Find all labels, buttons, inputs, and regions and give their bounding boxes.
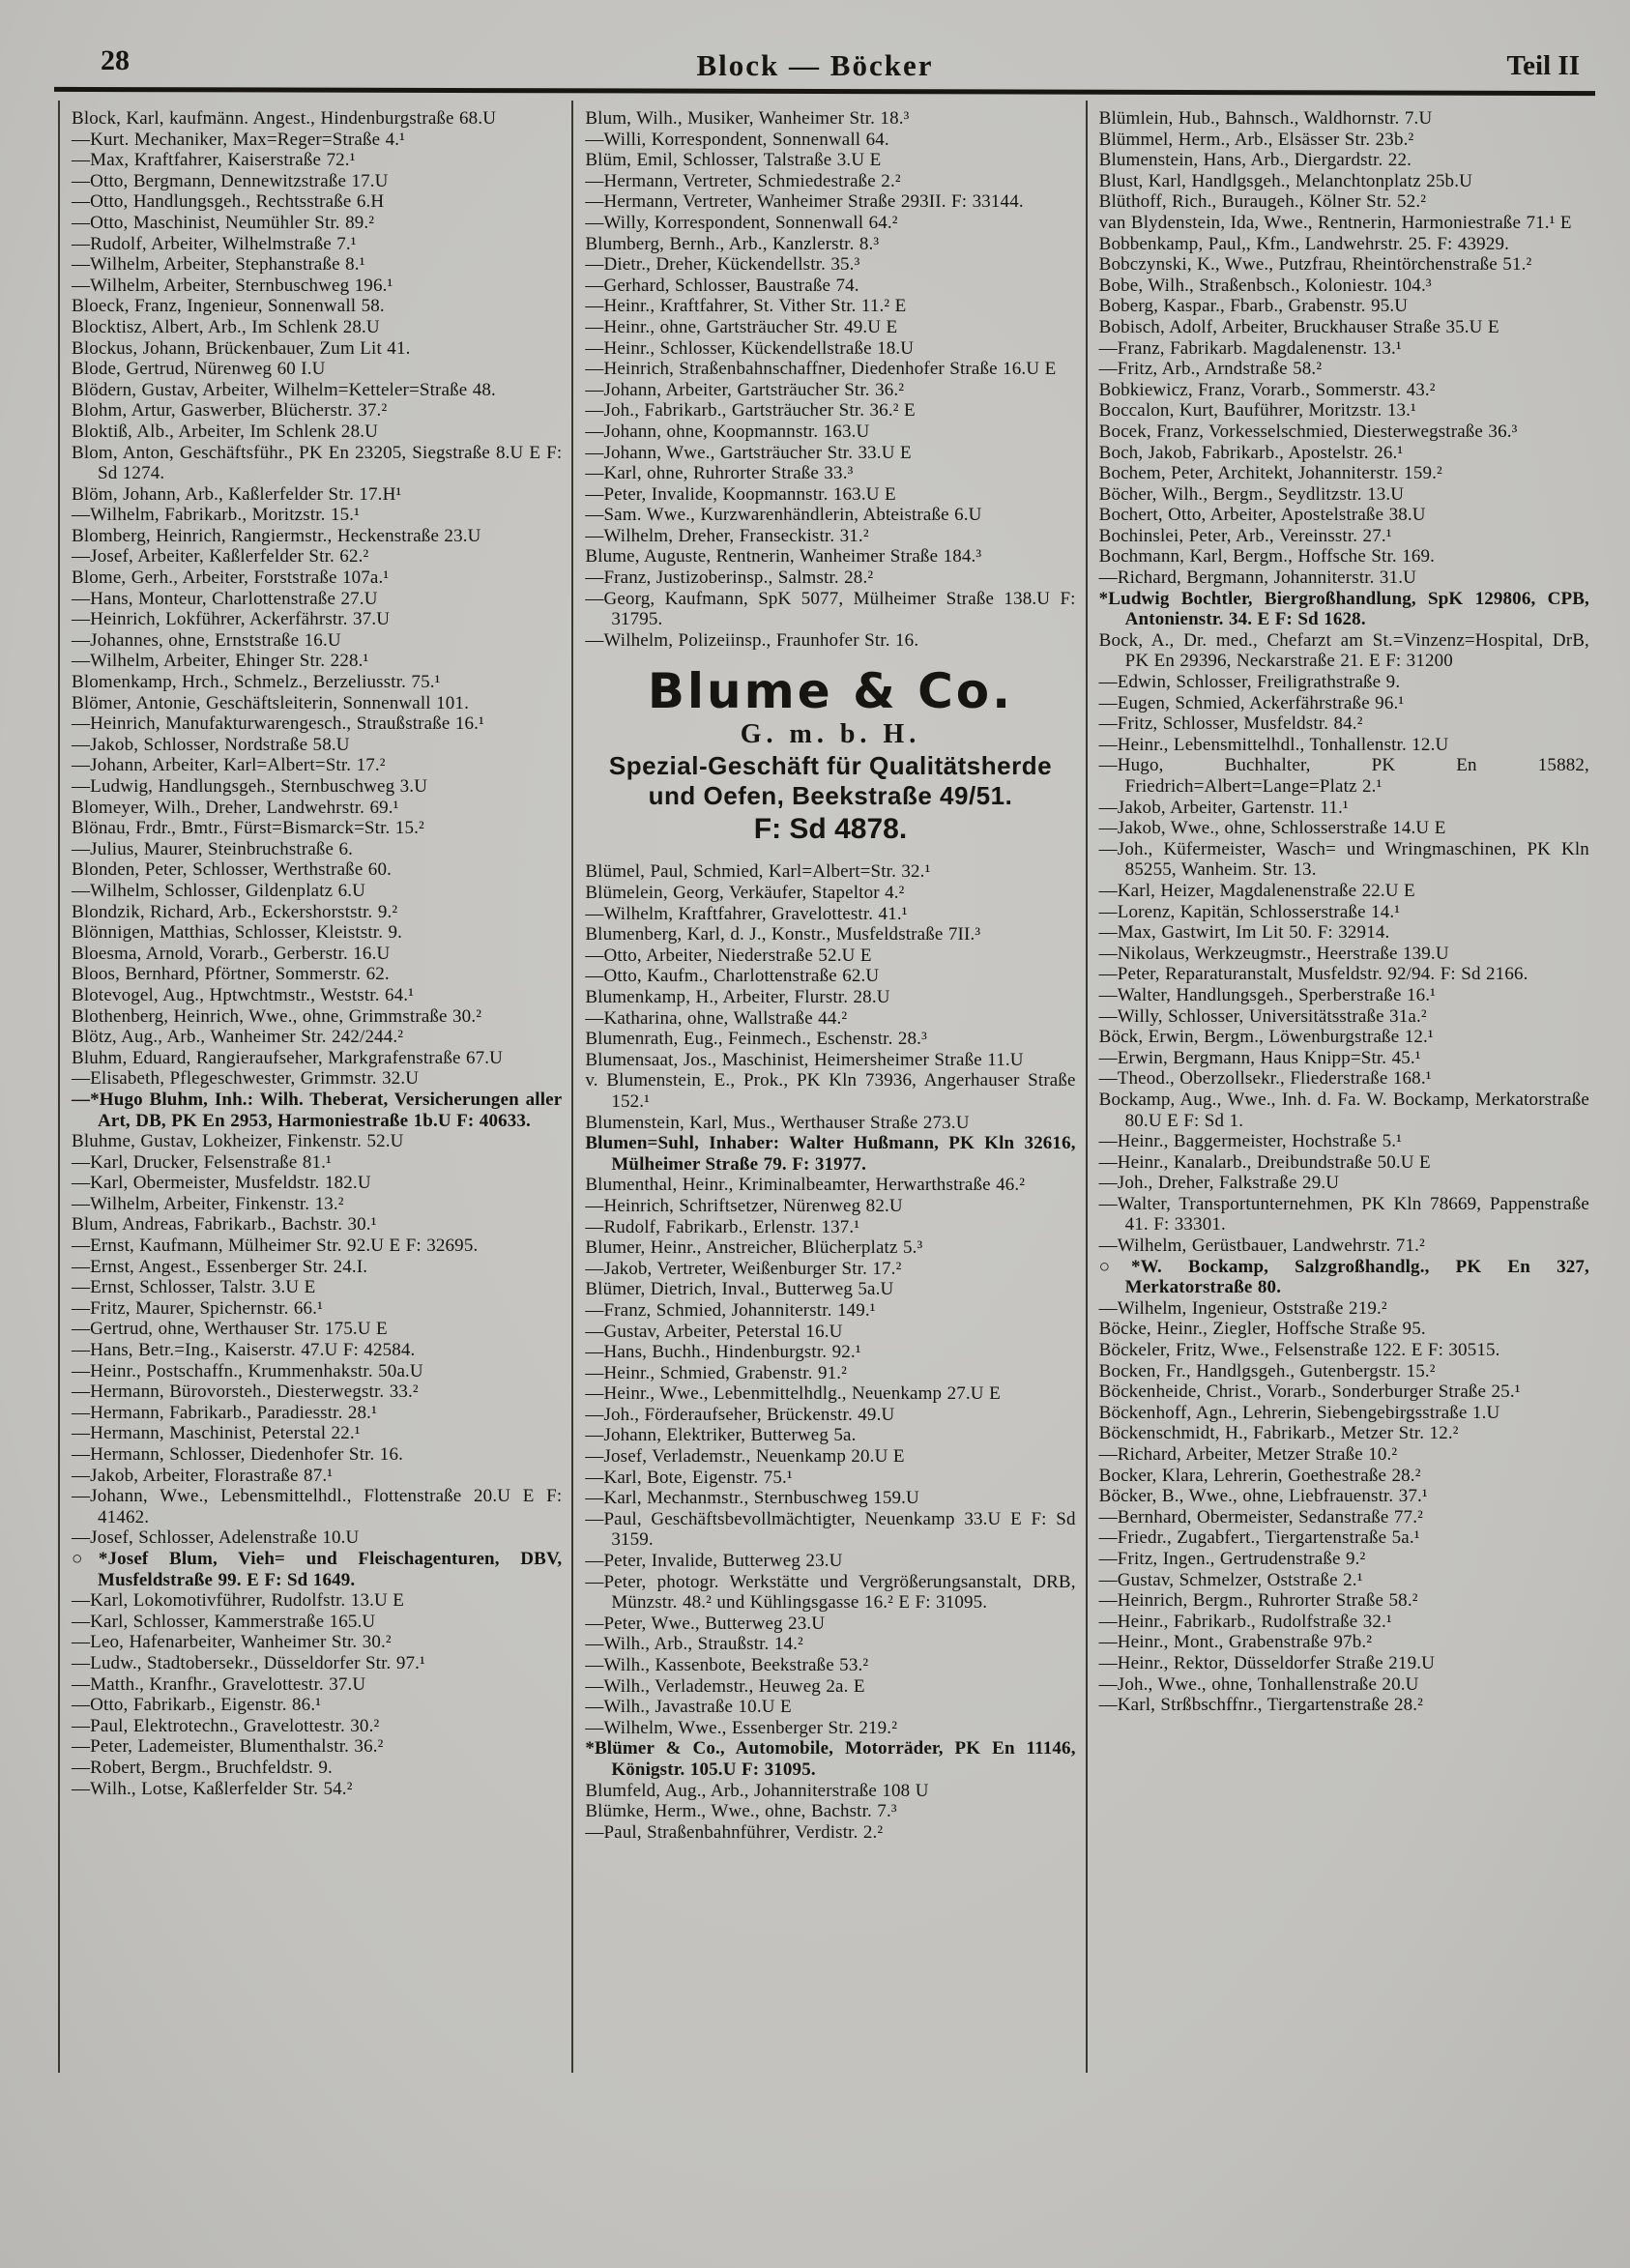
directory-entry: Blockus, Johann, Brückenbauer, Zum Lit 41. xyxy=(72,337,411,359)
directory-entry: ○*W. Bockamp, Salzgroßhandlg., PK En 327, Merkatorstraße 80. xyxy=(1098,1256,1589,1298)
directory-entry: —Fritz, Maurer, Spichernstr. 66.¹ xyxy=(72,1297,323,1319)
directory-entry: —Karl, Drucker, Felsenstraße 81.¹ xyxy=(72,1151,332,1173)
directory-entry: —Wilhelm, Polizeiinsp., Fraunhofer Str. 16. xyxy=(585,629,919,651)
page-title: Block — Böcker xyxy=(696,48,934,82)
directory-entry: —Georg, Kaufmann, SpK 5077, Mülheimer Straße 138.U F: 31795. xyxy=(585,588,1076,630)
directory-entry: —Hans, Monteur, Charlottenstraße 27.U xyxy=(72,588,378,609)
directory-entry: —Heinr., Postschaffn., Krummenhakstr. 50a.U xyxy=(72,1360,423,1381)
directory-entry: Blomenkamp, Hrch., Schmelz., Berzeliusstr. 75.¹ xyxy=(72,672,441,693)
directory-entry: —Katharina, ohne, Wallstraße 44.² xyxy=(585,1007,848,1029)
directory-entry: Bocken, Fr., Handlgsgeh., Gutenbergstr. 15.² xyxy=(1098,1360,1436,1381)
directory-entry: Bloos, Bernhard, Pförtner, Sommerstr. 62. xyxy=(72,964,390,985)
directory-entry: —Willy, Korrespondent, Sonnenwall 64.² xyxy=(585,212,898,233)
directory-entry: —Hermann, Vertreter, Schmiedestraße 2.² xyxy=(585,170,901,191)
directory-entry: —Peter, Lademeister, Blumenthalstr. 36.² xyxy=(72,1736,384,1758)
directory-entry: Boberg, Kaspar., Fbarb., Grabenstr. 95.U xyxy=(1098,296,1409,317)
part-label: Teil II xyxy=(1506,50,1580,81)
directory-entry: —Joh., Küfermeister, Wasch= und Wringmaschinen, PK Kln 85255, Wanheim. Str. 13. xyxy=(1098,838,1589,881)
directory-entry: —Karl, Lokomotivführer, Rudolfstr. 13.U E xyxy=(72,1590,405,1612)
ad-company-name: Blume & Co. xyxy=(647,663,1014,720)
directory-entry: —Johann, Arbeiter, Gartsträucher Str. 36.² xyxy=(585,379,905,400)
directory-entry: —Wilh., Kassenbote, Beekstraße 53.² xyxy=(585,1655,869,1675)
directory-entry: —Wilhelm, Dreher, Franseckistr. 31.² xyxy=(585,525,869,546)
directory-entry: —Ernst, Angest., Essenberger Str. 24.I. xyxy=(72,1256,368,1277)
directory-entry: —Kurt. Mechaniker, Max=Reger=Straße 4.¹ xyxy=(72,129,406,150)
directory-entry: —Heinrich, Bergm., Ruhrorter Straße 58.² xyxy=(1098,1590,1418,1612)
directory-entry: Bockamp, Aug., Wwe., Inh. d. Fa. W. Bockamp, Merkatorstraße 80.U E F: Sd 1. xyxy=(1098,1089,1589,1131)
directory-entry: —Wilhelm, Gerüstbauer, Landwehrstr. 71.² xyxy=(1098,1236,1425,1257)
directory-entry: —Max, Gastwirt, Im Lit 50. F: 32914. xyxy=(1098,922,1390,944)
directory-entry: —Gerhard, Schlosser, Baustraße 74. xyxy=(585,275,859,296)
directory-entry: —Heinr., Baggermeister, Hochstraße 5.¹ xyxy=(1098,1131,1403,1152)
directory-entry: Blümke, Herm., Wwe., ohne, Bachstr. 7.³ xyxy=(585,1801,897,1822)
directory-entry: —Heinr., Kraftfahrer, St. Vither Str. 11.² E xyxy=(585,296,907,317)
directory-entry: —Heinr., Mont., Grabenstraße 97b.² xyxy=(1098,1632,1373,1653)
directory-entry: Bocker, Klara, Lehrerin, Goethestraße 28.² xyxy=(1098,1465,1421,1486)
directory-entry: Bluhme, Gustav, Lokheizer, Finkenstr. 52.U xyxy=(72,1131,404,1152)
directory-entry: —Karl, Strßbschffnr., Tiergartenstraße 28.² xyxy=(1098,1695,1424,1716)
directory-entry: —Gustav, Schmelzer, Oststraße 2.¹ xyxy=(1098,1569,1363,1590)
directory-entry: —Karl, Mechanmstr., Sternbuschweg 159.U xyxy=(585,1488,919,1509)
directory-entry: —Otto, Bergmann, Dennewitzstraße 17.U xyxy=(72,170,389,191)
directory-entry: —Heinr., Lebensmittelhdl., Tonhallenstr. 12.U xyxy=(1098,734,1449,755)
directory-entry: —Heinr., Rektor, Düsseldorfer Straße 219.U xyxy=(1098,1652,1435,1673)
directory-entry: Blumenstein, Karl, Mus., Werthauser Straße 273.U xyxy=(585,1112,970,1133)
directory-entry: —Josef, Arbeiter, Kaßlerfelder Str. 62.² xyxy=(72,546,369,567)
directory-entry: Blümel, Paul, Schmied, Karl=Albert=Str. 32.¹ xyxy=(585,861,931,883)
directory-entry: Boccalon, Kurt, Bauführer, Moritzstr. 13.¹ xyxy=(1098,400,1416,422)
directory-entry: —Wilhelm, Schlosser, Gildenplatz 6.U xyxy=(72,880,366,901)
directory-entry: Blome, Gerh., Arbeiter, Forststraße 107a.¹ xyxy=(72,567,390,589)
directory-entry: —Rudolf, Fabrikarb., Erlenstr. 137.¹ xyxy=(585,1216,860,1237)
directory-entry: —Wilhelm, Arbeiter, Sternbuschweg 196.¹ xyxy=(72,275,393,296)
directory-entry: v. Blumenstein, E., Prok., PK Kln 73936, Angerhauser Straße 152.¹ xyxy=(585,1070,1076,1112)
directory-entry: —Wilhelm, Kraftfahrer, Gravelottestr. 41.¹ xyxy=(585,903,908,924)
directory-entry: Blocktisz, Albert, Arb., Im Schlenk 28.U xyxy=(72,316,380,337)
directory-entry: —Johannes, ohne, Ernststraße 16.U xyxy=(72,629,341,651)
directory-entry: Blumenkamp, H., Arbeiter, Flurstr. 28.U xyxy=(585,987,890,1007)
directory-entry: —Peter, Invalide, Koopmannstr. 163.U E xyxy=(585,483,896,505)
directory-entry: Blümer, Dietrich, Inval., Butterweg 5a.U xyxy=(585,1279,894,1300)
directory-entry: —Heinr., ohne, Gartsträucher Str. 49.U E xyxy=(585,316,898,337)
directory-entry: —Heinrich, Manufakturwarengesch., Straußstraße 16.¹ xyxy=(72,713,484,735)
directory-entry: —Bernhard, Obermeister, Sedanstraße 77.² xyxy=(1098,1506,1423,1527)
directory-entry: —Jakob, Schlosser, Nordstraße 58.U xyxy=(72,734,350,755)
directory-entry: Böck, Erwin, Bergm., Löwenburgstraße 12.¹ xyxy=(1098,1027,1434,1048)
directory-entry: Böckenhoff, Agn., Lehrerin, Siebengebirgsstraße 1.U xyxy=(1098,1402,1500,1423)
directory-entry: —Heinr., Fabrikarb., Rudolfstraße 32.¹ xyxy=(1098,1611,1392,1632)
directory-entry: Blumen=Suhl, Inhaber: Walter Hußmann, PK Kln 32616, Mülheimer Straße 79. F: 31977. xyxy=(585,1133,1076,1175)
ad-legal-form: G. m. b. H. xyxy=(740,719,921,750)
directory-entry: —Karl, Schlosser, Kammerstraße 165.U xyxy=(72,1611,376,1632)
directory-entry: —Karl, ohne, Ruhrorter Straße 33.³ xyxy=(585,463,854,484)
directory-entry: —Wilh., Arb., Straußstr. 14.² xyxy=(585,1634,803,1655)
directory-entry: Blöm, Johann, Arb., Kaßlerfelder Str. 17.H¹ xyxy=(72,483,402,505)
directory-entry: —Fritz, Arb., Arndstraße 58.² xyxy=(1098,359,1323,380)
directory-entry: —Wilhelm, Wwe., Essenberger Str. 219.² xyxy=(585,1717,898,1738)
directory-entry: —Wilhelm, Ingenieur, Oststraße 219.² xyxy=(1098,1297,1387,1319)
directory-entry: Blüm, Emil, Schlosser, Talstraße 3.U E xyxy=(585,150,882,171)
ad-description-line1: Spezial-Geschäft für Qualitätsherde xyxy=(608,751,1053,781)
directory-entry: —Otto, Fabrikarb., Eigenstr. 86.¹ xyxy=(72,1695,322,1716)
directory-entry: Blonden, Peter, Schlosser, Werthstraße 60. xyxy=(72,859,393,881)
directory-entry: Bochinslei, Peter, Arb., Vereinsstr. 27.¹ xyxy=(1098,525,1392,546)
directory-entry: Böcher, Wilh., Bergm., Seydlitzstr. 13.U xyxy=(1098,483,1405,505)
directory-entry: —Wilhelm, Fabrikarb., Moritzstr. 15.¹ xyxy=(72,505,360,526)
directory-entry: —Johann, Wwe., Lebensmittelhdl., Flottenstraße 20.U E F: 41462. xyxy=(72,1486,563,1527)
directory-entry: —Peter, Wwe., Butterweg 23.U xyxy=(585,1613,826,1634)
directory-entry: —Richard, Arbeiter, Metzer Straße 10.² xyxy=(1098,1444,1398,1465)
directory-entry: Blumberg, Bernh., Arb., Kanzlerstr. 8.³ xyxy=(585,233,880,254)
directory-entry: —Gertrud, ohne, Werthauser Str. 175.U E xyxy=(72,1319,388,1340)
page-header xyxy=(0,44,1630,87)
directory-entry: Blödern, Gustav, Arbeiter, Wilhelm=Ketteler=Straße 48. xyxy=(72,379,496,400)
directory-entry: Blotevogel, Aug., Hptwchtmstr., Weststr. 64.¹ xyxy=(72,984,415,1005)
directory-entry: —*Hugo Bluhm, Inh.: Wilh. Theberat, Versicherungen aller Art, DB, PK En 2953, Harmoniestraße 1b.U F: 40633. xyxy=(72,1089,563,1131)
directory-entry: Blönau, Frdr., Bmtr., Fürst=Bismarck=Str. 15.² xyxy=(72,818,424,839)
directory-entry: —Heinrich, Straßenbahnschaffner, Diedenhofer Straße 16.U E xyxy=(585,359,1057,380)
directory-entry: —Hermann, Bürovorsteh., Diesterwegstr. 33.² xyxy=(72,1381,419,1403)
directory-entry: —Max, Kraftfahrer, Kaiserstraße 72.¹ xyxy=(72,150,356,171)
directory-entry: —Wilhelm, Arbeiter, Ehinger Str. 228.¹ xyxy=(72,651,369,672)
directory-entry: —Karl, Bote, Eigenstr. 75.¹ xyxy=(585,1467,793,1488)
directory-entry: —Walter, Handlungsgeh., Sperberstraße 16.¹ xyxy=(1098,984,1436,1005)
directory-entry: Bobkiewicz, Franz, Vorarb., Sommerstr. 43.² xyxy=(1098,379,1436,400)
directory-entry: —Hans, Buchh., Hindenburgstr. 92.¹ xyxy=(585,1342,861,1363)
directory-entry: Blohm, Artur, Gaswerber, Blücherstr. 37.² xyxy=(72,400,388,422)
directory-entry: Bobisch, Adolf, Arbeiter, Bruckhauser Straße 35.U E xyxy=(1098,316,1499,337)
directory-entry: —Erwin, Bergmann, Haus Knipp=Str. 45.¹ xyxy=(1098,1047,1421,1068)
directory-entry: —Fritz, Ingen., Gertrudenstraße 9.² xyxy=(1098,1548,1366,1569)
directory-entry: —Hermann, Vertreter, Wanheimer Straße 293II. F: 33144. xyxy=(585,191,1024,213)
directory-entry: Blönnigen, Matthias, Schlosser, Kleiststr. 9. xyxy=(72,922,403,944)
directory-entry: —Otto, Arbeiter, Niederstraße 52.U E xyxy=(585,945,872,966)
directory-entry: —Josef, Verlademstr., Neuenkamp 20.U E xyxy=(585,1446,905,1468)
directory-entry: Bluhm, Eduard, Rangieraufseher, Markgrafenstraße 67.U xyxy=(72,1047,504,1068)
directory-entry: Blötz, Aug., Arb., Wanheimer Str. 242/244.² xyxy=(72,1027,404,1048)
directory-entry: —Ludwig, Handlungsgeh., Sternbuschweg 3.U xyxy=(72,776,428,797)
directory-entry: —Hans, Betr.=Ing., Kaiserstr. 47.U F: 42584. xyxy=(72,1340,416,1361)
directory-entry: Bloesma, Arnold, Vorarb., Gerberstr. 16.U xyxy=(72,943,391,964)
blume-co-advertisement xyxy=(587,664,1073,848)
directory-entry: Blothenberg, Heinrich, Wwe., ohne, Grimmstraße 30.² xyxy=(72,1005,482,1027)
directory-entry: —Hermann, Fabrikarb., Paradiesstr. 28.¹ xyxy=(72,1402,377,1423)
directory-entry: —Joh., Fabrikarb., Gartsträucher Str. 36.² E xyxy=(585,400,916,422)
directory-entry: Blomberg, Heinrich, Rangiermstr., Heckenstraße 23.U xyxy=(72,525,481,546)
directory-entry: Bochem, Peter, Architekt, Johanniterstr. 159.² xyxy=(1098,463,1442,484)
directory-entry: —Wilhelm, Arbeiter, Stephanstraße 8.¹ xyxy=(72,254,365,276)
directory-entry: —Friedr., Zugabfert., Tiergartenstraße 5a.¹ xyxy=(1098,1527,1420,1549)
directory-entry: —Karl, Obermeister, Musfeldstr. 182.U xyxy=(72,1173,371,1194)
directory-entry: Blumenberg, Karl, d. J., Konstr., Musfeldstraße 7II.³ xyxy=(585,924,981,945)
ad-phone-number: F: Sd 4878. xyxy=(753,813,908,846)
directory-entry: —Fritz, Schlosser, Musfeldstr. 84.² xyxy=(1098,713,1363,735)
directory-entry: —Sam. Wwe., Kurzwarenhändlerin, Abteistraße 6.U xyxy=(585,505,982,526)
directory-entry: Blode, Gertrud, Nürenweg 60 I.U xyxy=(72,359,326,380)
directory-entry: Bloeck, Franz, Ingenieur, Sonnenwall 58. xyxy=(72,296,385,317)
directory-entry: Böcker, B., Wwe., ohne, Liebfrauenstr. 37.¹ xyxy=(1098,1486,1428,1507)
directory-entry: —Ernst, Schlosser, Talstr. 3.U E xyxy=(72,1277,316,1298)
directory-entry: —Karl, Heizer, Magdalenenstraße 22.U E xyxy=(1098,880,1415,901)
directory-entry: —Heinrich, Lokführer, Ackerfährstr. 37.U xyxy=(72,609,391,630)
directory-entry: van Blydenstein, Ida, Wwe., Rentnerin, Harmoniestraße 71.¹ E xyxy=(1098,212,1572,233)
directory-entry: —Joh., Förderaufseher, Brückenstr. 49.U xyxy=(585,1404,895,1425)
directory-entry: Blümmel, Herm., Arb., Elsässer Str. 23b.² xyxy=(1098,129,1414,150)
ad-description-line2: und Oefen, Beekstraße 49/51. xyxy=(648,781,1013,811)
directory-entry: —Heinr., Kanalarb., Dreibundstraße 50.U E xyxy=(1098,1151,1431,1173)
directory-entry: Bock, A., Dr. med., Chefarzt am St.=Vinzenz=Hospital, DrB, PK En 29396, Neckarstraße 21. E F: 31200 xyxy=(1098,629,1589,672)
directory-entry: Bloktiß, Alb., Arbeiter, Im Schlenk 28.U xyxy=(72,421,378,442)
directory-entry: —Otto, Handlungsgeh., Rechtsstraße 6.H xyxy=(72,191,385,213)
directory-entry: —Richard, Bergmann, Johanniterstr. 31.U xyxy=(1098,567,1416,589)
directory-entry: Blumensaat, Jos., Maschinist, Heimersheimer Straße 11.U xyxy=(585,1049,1024,1070)
directory-entry: —Johann, ohne, Koopmannstr. 163.U xyxy=(585,421,870,442)
directory-entry: —Matth., Kranfhr., Gravelottestr. 37.U xyxy=(72,1673,366,1695)
directory-entry: Bocek, Franz, Vorkesselschmied, Diesterwegstraße 36.³ xyxy=(1098,421,1518,442)
directory-entry: —Joh., Dreher, Falkstraße 29.U xyxy=(1098,1173,1340,1194)
directory-entry: Böckeler, Fritz, Wwe., Felsenstraße 122. E F: 30515. xyxy=(1098,1340,1500,1361)
directory-entry: Blum, Wilh., Musiker, Wanheimer Str. 18.³ xyxy=(585,108,910,129)
directory-entry: —Joh., Wwe., ohne, Tonhallenstraße 20.U xyxy=(1098,1673,1419,1695)
directory-entry: —Leo, Hafenarbeiter, Wanheimer Str. 30.² xyxy=(72,1632,392,1653)
directory-entry: *Ludwig Bochtler, Biergroßhandlung, SpK 129806, CPB, Antonienstr. 34. E F: Sd 1628. xyxy=(1098,588,1589,630)
directory-entry: —Wilh., Verlademstr., Heuweg 2a. E xyxy=(585,1675,865,1697)
directory-entry: Boch, Jakob, Fabrikarb., Apostelstr. 26.¹ xyxy=(1098,442,1404,463)
directory-entry: Blumer, Heinr., Anstreicher, Blücherplatz 5.³ xyxy=(585,1237,923,1259)
column-3 xyxy=(1086,101,1599,2073)
header-rule xyxy=(54,87,1595,96)
directory-entry: —Jakob, Wwe., ohne, Schlosserstraße 14.U E xyxy=(1098,818,1446,839)
directory-entry: Bochmann, Karl, Bergm., Hoffsche Str. 169. xyxy=(1098,546,1436,567)
directory-entry: Blust, Karl, Handlgsgeh., Melanchtonplatz 25b.U xyxy=(1098,170,1472,191)
column-1 xyxy=(58,101,571,2073)
directory-entry: *Blümer & Co., Automobile, Motorräder, PK En 11146, Königstr. 105.U F: 31095. xyxy=(585,1738,1076,1780)
directory-entry: Blumenthal, Heinr., Kriminalbeamter, Herwarthstraße 46.² xyxy=(585,1175,1026,1196)
column-2-top xyxy=(585,108,1075,651)
directory-entry: —Willi, Korrespondent, Sonnenwall 64. xyxy=(585,129,889,150)
directory-entry: Blumfeld, Aug., Arb., Johanniterstraße 108 U xyxy=(585,1780,929,1801)
directory-entry: —Lorenz, Kapitän, Schlosserstraße 14.¹ xyxy=(1098,901,1401,922)
directory-entry: —Franz, Fabrikarb. Magdalenenstr. 13.¹ xyxy=(1098,337,1402,359)
directory-entry: —Julius, Maurer, Steinbruchstraße 6. xyxy=(72,838,354,859)
directory-entry: —Edwin, Schlosser, Freiligrathstraße 9. xyxy=(1098,672,1401,693)
directory-entry: —Peter, Reparaturanstalt, Musfeldstr. 92/94. F: Sd 2166. xyxy=(1098,964,1528,985)
directory-entry: Blumenstein, Hans, Arb., Diergardstr. 22. xyxy=(1098,150,1412,171)
directory-entry: —Ernst, Kaufmann, Mülheimer Str. 92.U E F: 32695. xyxy=(72,1236,479,1257)
directory-entry: —Franz, Schmied, Johanniterstr. 149.¹ xyxy=(585,1299,876,1321)
directory-entry: Bobczynski, K., Wwe., Putzfrau, Rheintörchenstraße 51.² xyxy=(1098,254,1532,276)
directory-entry: Blum, Andreas, Fabrikarb., Bachstr. 30.¹ xyxy=(72,1214,377,1236)
directory-entry: —Franz, Justizoberinsp., Salmstr. 28.² xyxy=(585,567,874,589)
directory-entry: —Elisabeth, Pflegeschwester, Grimmstr. 32.U xyxy=(72,1068,420,1090)
directory-entry: —Dietr., Dreher, Kückendellstr. 35.³ xyxy=(585,254,860,276)
directory-entry: Blondzik, Richard, Arb., Eckershorststr. 9.² xyxy=(72,901,398,922)
directory-entry: —Jakob, Vertreter, Weißenburger Str. 17.² xyxy=(585,1258,902,1279)
directory-entry: Blüthoff, Rich., Buraugeh., Kölner Str. 52.² xyxy=(1098,191,1427,213)
directory-entry: Blümelein, Georg, Verkäufer, Stapeltor 4.² xyxy=(585,883,905,904)
directory-entry: —Wilh., Javastraße 10.U E xyxy=(585,1697,792,1718)
directory-entry: —Wilh., Lotse, Kaßlerfelder Str. 54.² xyxy=(72,1778,353,1799)
directory-entry: —Jakob, Arbeiter, Florastraße 87.¹ xyxy=(72,1465,334,1486)
directory-entry: Block, Karl, kaufmänn. Angest., Hindenburgstraße 68.U xyxy=(72,108,497,129)
directory-entry: —Hugo, Buchhalter, PK En 15882, Friedrich=Albert=Lange=Platz 2.¹ xyxy=(1098,755,1589,797)
directory-entry: —Peter, photogr. Werkstätte und Vergrößerungsanstalt, DRB, Münzstr. 48.² und Kühlingsgasse 16.² E F: 31095. xyxy=(585,1571,1076,1614)
directory-entry: —Hermann, Maschinist, Peterstal 22.¹ xyxy=(72,1423,361,1444)
directory-entry: —Peter, Invalide, Butterweg 23.U xyxy=(585,1551,843,1572)
directory-columns xyxy=(58,101,1599,2073)
directory-entry: Böckenschmidt, H., Fabrikarb., Metzer Str. 12.² xyxy=(1098,1423,1459,1444)
directory-entry: —Theod., Oberzollsekr., Fliederstraße 168.¹ xyxy=(1098,1068,1432,1090)
column-2 xyxy=(571,101,1085,2073)
directory-entry: —Walter, Transportunternehmen, PK Kln 78669, Pappenstraße 41. F: 33301. xyxy=(1098,1193,1589,1236)
directory-entry: Blümlein, Hub., Bahnsch., Waldhornstr. 7.U xyxy=(1098,108,1433,129)
directory-entry: —Heinr., Schmied, Grabenstr. 91.² xyxy=(585,1362,848,1383)
directory-entry: —Rudolf, Arbeiter, Wilhelmstraße 7.¹ xyxy=(72,233,357,254)
directory-entry: —Eugen, Schmied, Ackerfährstraße 96.¹ xyxy=(1098,692,1405,713)
directory-entry: —Robert, Bergm., Bruchfeldstr. 9. xyxy=(72,1757,333,1778)
directory-entry: —Johann, Arbeiter, Karl=Albert=Str. 17.² xyxy=(72,755,386,776)
directory-entry: —Wilhelm, Arbeiter, Finkenstr. 13.² xyxy=(72,1193,344,1214)
directory-entry: —Paul, Straßenbahnführer, Verdistr. 2.² xyxy=(585,1821,884,1843)
directory-entry: Blumenrath, Eug., Feinmech., Eschenstr. 28.³ xyxy=(585,1029,927,1050)
directory-entry: Böckenheide, Christ., Vorarb., Sonderburger Straße 25.¹ xyxy=(1098,1381,1521,1403)
directory-entry: Böcke, Heinr., Ziegler, Hoffsche Straße 95. xyxy=(1098,1319,1426,1340)
directory-entry: —Johann, Wwe., Gartsträucher Str. 33.U E xyxy=(585,442,912,463)
directory-entry: —Heinr., Schlosser, Kückendellstraße 18.U xyxy=(585,337,915,359)
directory-entry: Blume, Auguste, Rentnerin, Wanheimer Straße 184.³ xyxy=(585,546,982,567)
directory-entry: —Heinr., Wwe., Lebenmittelhdlg., Neuenkamp 27.U E xyxy=(585,1383,1001,1405)
directory-entry: —Jakob, Arbeiter, Gartenstr. 11.¹ xyxy=(1098,797,1349,818)
column-2-bottom xyxy=(585,861,1075,1843)
directory-entry: —Otto, Kaufm., Charlottenstraße 62.U xyxy=(585,966,880,987)
directory-entry: —Paul, Elektrotechn., Gravelottestr. 30.² xyxy=(72,1715,380,1736)
directory-entry: —Josef, Schlosser, Adelenstraße 10.U xyxy=(72,1527,360,1549)
directory-entry: —Heinrich, Schriftsetzer, Nürenweg 82.U xyxy=(585,1195,903,1216)
directory-entry: Blömer, Antonie, Geschäftsleiterin, Sonnenwall 101. xyxy=(72,692,469,713)
directory-entry: —Nikolaus, Werkzeugmstr., Heerstraße 139.U xyxy=(1098,943,1449,964)
directory-entry: Blomeyer, Wilh., Dreher, Landwehrstr. 69.¹ xyxy=(72,797,399,818)
directory-entry: Bobbenkamp, Paul,, Kfm., Landwehrstr. 25. F: 43929. xyxy=(1098,233,1510,254)
directory-entry: —Otto, Maschinist, Neumühler Str. 89.² xyxy=(72,212,375,233)
directory-entry: Bochert, Otto, Arbeiter, Apostelstraße 38.U xyxy=(1098,505,1426,526)
page-number: 28 xyxy=(101,44,130,76)
directory-entry: Blom, Anton, Geschäftsführ., PK En 23205, Siegstraße 8.U E F: Sd 1274. xyxy=(72,442,563,484)
directory-entry: —Paul, Geschäftsbevollmächtigter, Neuenkamp 33.U E F: Sd 3159. xyxy=(585,1508,1076,1551)
directory-entry: Bobe, Wilh., Straßenbsch., Koloniestr. 104.³ xyxy=(1098,275,1432,296)
directory-entry: —Ludw., Stadtobersekr., Düsseldorfer Str. 97.¹ xyxy=(72,1652,425,1673)
directory-entry: ○*Josef Blum, Vieh= und Fleischagenturen, DBV, Musfeldstraße 99. E F: Sd 1649. xyxy=(72,1548,563,1590)
directory-entry: —Hermann, Schlosser, Diedenhofer Str. 16. xyxy=(72,1444,403,1465)
directory-entry: —Johann, Elektriker, Butterweg 5a. xyxy=(585,1425,857,1446)
directory-entry: —Gustav, Arbeiter, Peterstal 16.U xyxy=(585,1321,843,1342)
directory-entry: —Willy, Schlosser, Universitätsstraße 31a.² xyxy=(1098,1005,1427,1027)
